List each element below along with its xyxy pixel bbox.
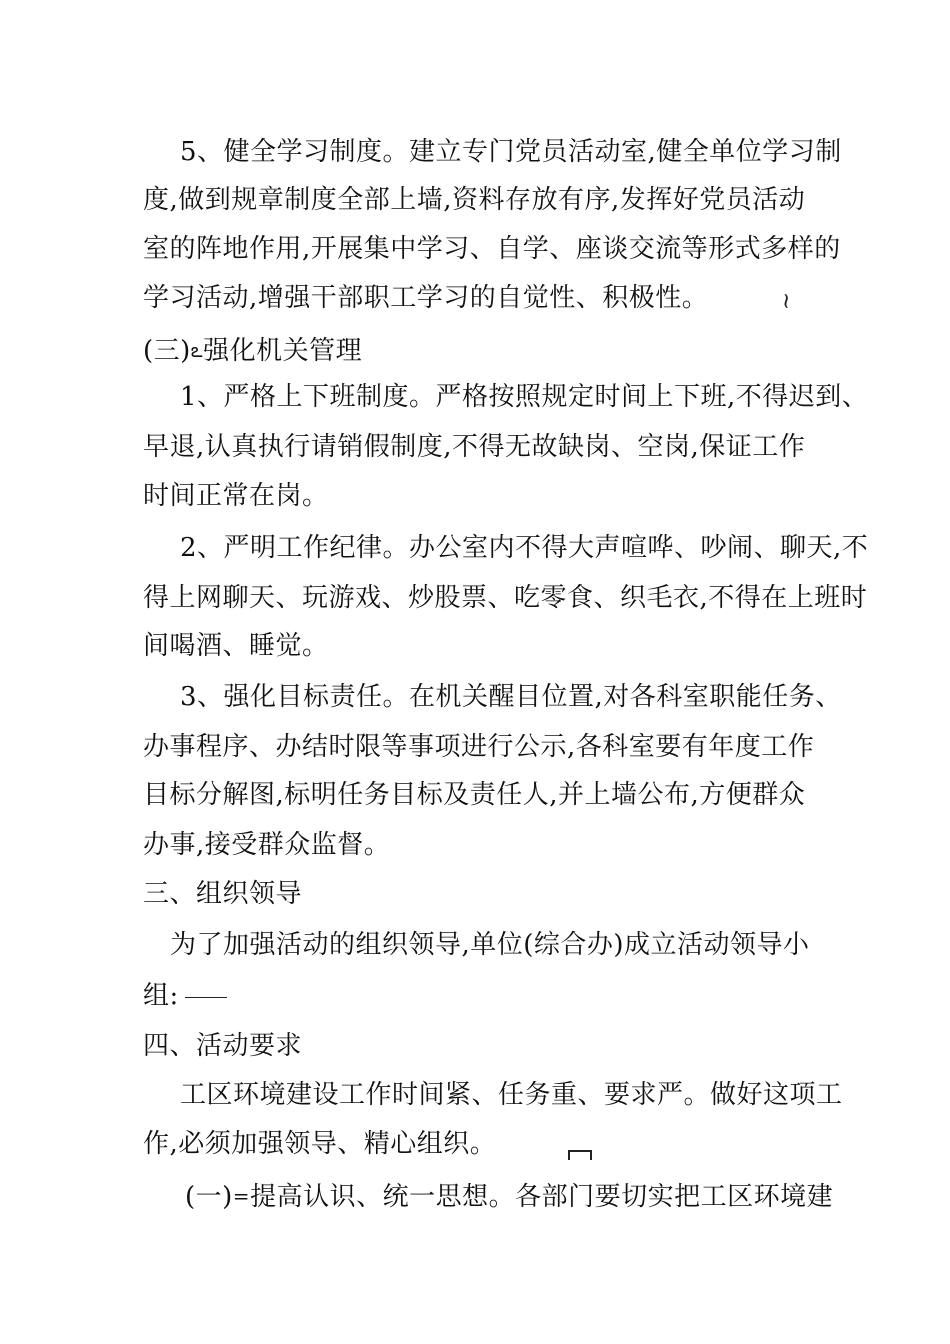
- heading-requirements: 四、活动要求: [143, 1031, 303, 1061]
- blank-line: [185, 997, 227, 998]
- item-1-line-1: 1、严格上下班制度。严格按照规定时间上下班,不得迟到、: [180, 382, 869, 412]
- item-1-line-2: 早退,认真执行请销假制度,不得无故缺岗、空岗,保证工作: [143, 432, 806, 462]
- heading-organization: 三、组织领导: [143, 879, 303, 909]
- tilde-mark: ~: [773, 291, 799, 311]
- section-3-title: 强化机关管理: [203, 336, 363, 366]
- requirements-line-2: 作,必须加强领导、精心组织。: [143, 1129, 497, 1159]
- requirements-line-1: 工区环境建设工作时间紧、任务重、要求严。做好这项工: [180, 1080, 843, 1110]
- item-3-line-2: 办事程序、办结时限等事项进行公示,各科室要有年度工作: [143, 732, 815, 762]
- organization-group-label: 组:: [143, 981, 179, 1011]
- item-1-line-3: 时间正常在岗。: [143, 481, 329, 511]
- paragraph-5-line-4: 学习活动,增强干部职工学习的自觉性、积极性。: [143, 283, 709, 313]
- equal-mark: =: [232, 1184, 251, 1208]
- item-2-line-1: 2、严明工作纪律。办公室内不得大声喧哗、吵闹、聊天,不: [180, 533, 869, 563]
- paragraph-5-line-3: 室的阵地作用,开展集中学习、自学、座谈交流等形式多样的: [143, 234, 841, 264]
- item-2-line-3: 间喝酒、睡觉。: [143, 631, 329, 661]
- section-3-number: (三): [143, 336, 191, 366]
- section-3-heading: [143, 334, 362, 367]
- paragraph-5-line-1: 5、健全学习制度。建立专门党员活动室,健全单位学习制: [180, 137, 842, 167]
- requirements-item-1: [185, 1180, 833, 1213]
- corner-mark: [568, 1150, 592, 1160]
- item-3-line-4: 办事,接受群众监督。: [143, 830, 391, 860]
- organization-line-2: [143, 980, 227, 1012]
- item-one-number: (一): [185, 1182, 233, 1212]
- squiggle-mark: ఽ: [190, 338, 204, 362]
- item-one-text: 提高认识、统一思想。各部门要切实把工区环境建: [250, 1182, 834, 1212]
- item-3-line-1: 3、强化目标责任。在机关醒目位置,对各科室职能任务、: [180, 682, 842, 712]
- item-3-line-3: 目标分解图,标明任务目标及责任人,并上墙公布,方便群众: [143, 780, 806, 810]
- paragraph-5-line-2: 度,做到规章制度全部上墙,资料存放有序,发挥好党员活动: [143, 185, 806, 215]
- organization-line-1: 为了加强活动的组织领导,单位(综合办)成立活动领导小: [170, 930, 810, 960]
- item-2-line-2: 得上网聊天、玩游戏、炒股票、吃零食、织毛衣,不得在上班时: [143, 583, 868, 613]
